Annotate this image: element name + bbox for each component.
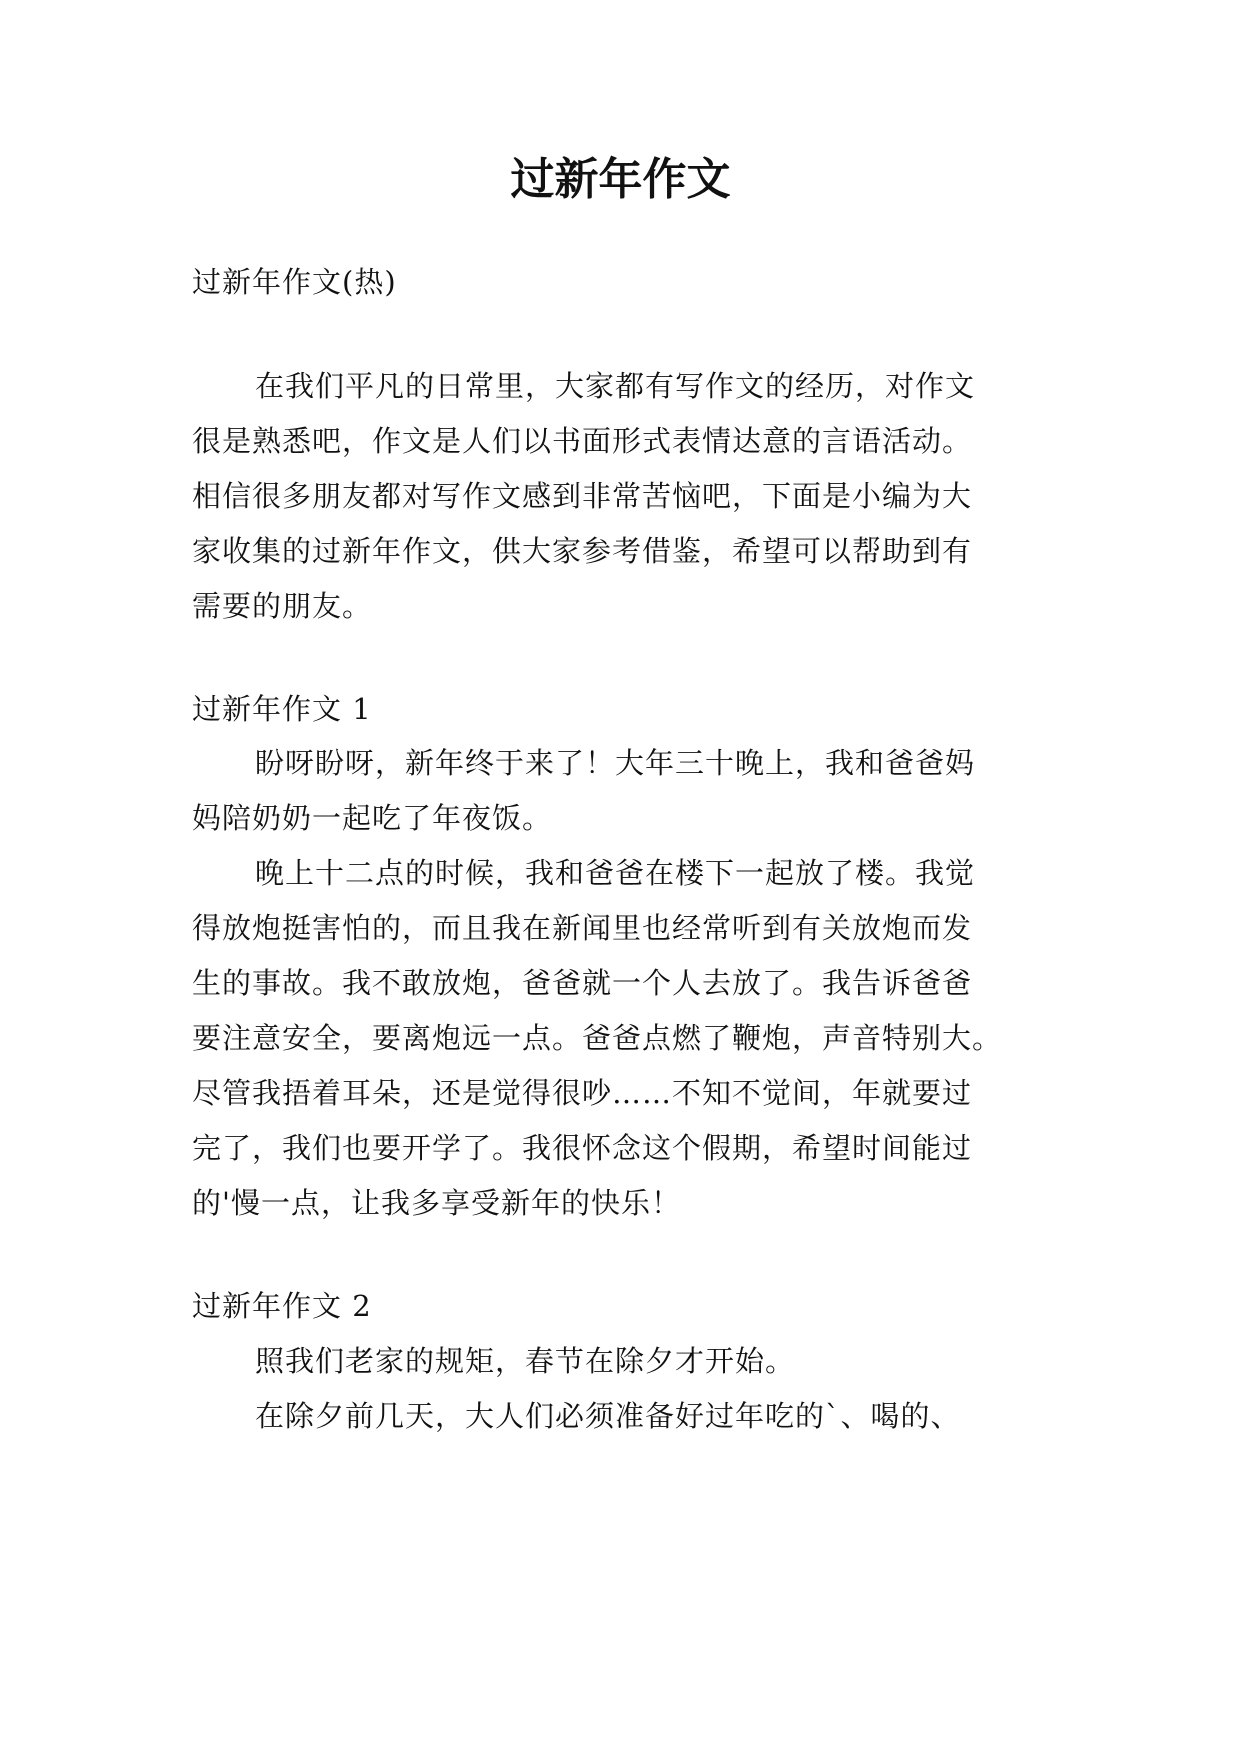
intro-line: 在我们平凡的日常里，大家都有写作文的经历，对作文 [255, 369, 976, 403]
essay1-line: 的'慢一点，让我多享受新年的快乐！ [192, 1186, 681, 1220]
essay1-line: 盼呀盼呀，新年终于来了！大年三十晚上，我和爸爸妈 [255, 746, 976, 780]
essay1-line: 得放炮挺害怕的，而且我在新闻里也经常听到有关放炮而发 [192, 911, 973, 945]
document-title: 过新年作文 [510, 154, 731, 205]
intro-line: 相信很多朋友都对写作文感到非常苦恼吧，下面是小编为大 [192, 479, 973, 513]
essay2-line: 照我们老家的规矩，春节在除夕才开始。 [255, 1344, 796, 1378]
essay1-line: 要注意安全，要离炮远一点。爸爸点燃了鞭炮，声音特别大。 [192, 1021, 1003, 1055]
essay2-line: 在除夕前几天，大人们必须准备好过年吃的`、喝的、 [255, 1399, 961, 1433]
essay2-heading: 过新年作文 2 [192, 1289, 372, 1323]
subtitle: 过新年作文(热) [192, 265, 397, 299]
essay1-line: 晚上十二点的时候，我和爸爸在楼下一起放了楼。我觉 [255, 856, 976, 890]
essay1-line: 妈陪奶奶一起吃了年夜饭。 [192, 801, 553, 835]
essay1-line: 完了，我们也要开学了。我很怀念这个假期，希望时间能过 [192, 1131, 973, 1165]
intro-line: 家收集的过新年作文，供大家参考借鉴，希望可以帮助到有 [192, 534, 973, 568]
essay1-heading: 过新年作文 1 [192, 692, 372, 726]
intro-line: 很是熟悉吧，作文是人们以书面形式表情达意的言语活动。 [192, 424, 973, 458]
intro-line: 需要的朋友。 [192, 589, 373, 623]
essay1-line: 尽管我捂着耳朵，还是觉得很吵……不知不觉间，年就要过 [192, 1076, 973, 1110]
essay1-line: 生的事故。我不敢放炮，爸爸就一个人去放了。我告诉爸爸 [192, 966, 973, 1000]
